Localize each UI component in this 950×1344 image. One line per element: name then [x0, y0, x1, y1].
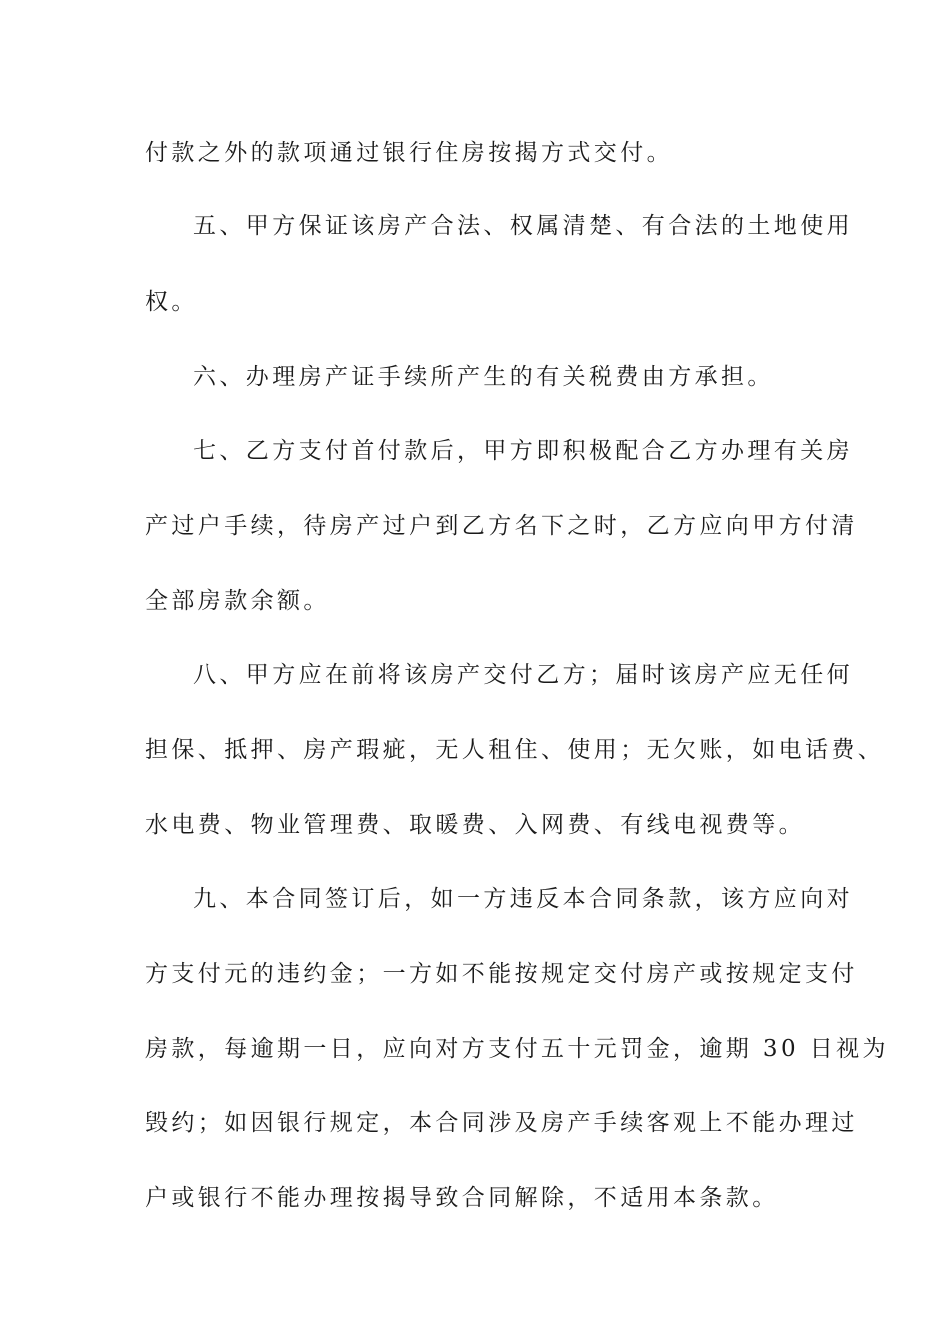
paragraph-line: 九、本合同签订后，如一方违反本合同条款，该方应向对: [193, 886, 853, 912]
paragraph-line: 方支付元的违约金；一方如不能按规定交付房产或按规定支付: [145, 961, 858, 987]
paragraph-line: 付款之外的款项通过银行住房按揭方式交付。: [145, 140, 673, 166]
paragraph-line: 水电费、物业管理费、取暖费、入网费、有线电视费等。: [145, 812, 805, 838]
paragraph-line: 担保、抵押、房产瑕疵，无人租住、使用；无欠账，如电话费、: [145, 737, 885, 763]
paragraph-line: 五、甲方保证该房产合法、权属清楚、有合法的土地使用: [193, 213, 853, 239]
paragraph-line: 六、办理房产证手续所产生的有关税费由方承担。: [193, 364, 774, 390]
paragraph-line: 全部房款余额。: [145, 588, 330, 614]
paragraph-line: 产过户手续，待房产过户到乙方名下之时，乙方应向甲方付清: [145, 513, 858, 539]
paragraph-line: 毁约；如因银行规定，本合同涉及房产手续客观上不能办理过: [145, 1110, 858, 1136]
paragraph-line: 权。: [145, 289, 198, 315]
paragraph-line: 房款，每逾期一日，应向对方支付五十元罚金，逾期 30 日视为: [145, 1036, 889, 1062]
paragraph-line: 户或银行不能办理按揭导致合同解除，不适用本条款。: [145, 1185, 779, 1211]
paragraph-line: 七、乙方支付首付款后，甲方即积极配合乙方办理有关房: [193, 438, 853, 464]
paragraph-line: 八、甲方应在前将该房产交付乙方；届时该房产应无任何: [193, 662, 853, 688]
